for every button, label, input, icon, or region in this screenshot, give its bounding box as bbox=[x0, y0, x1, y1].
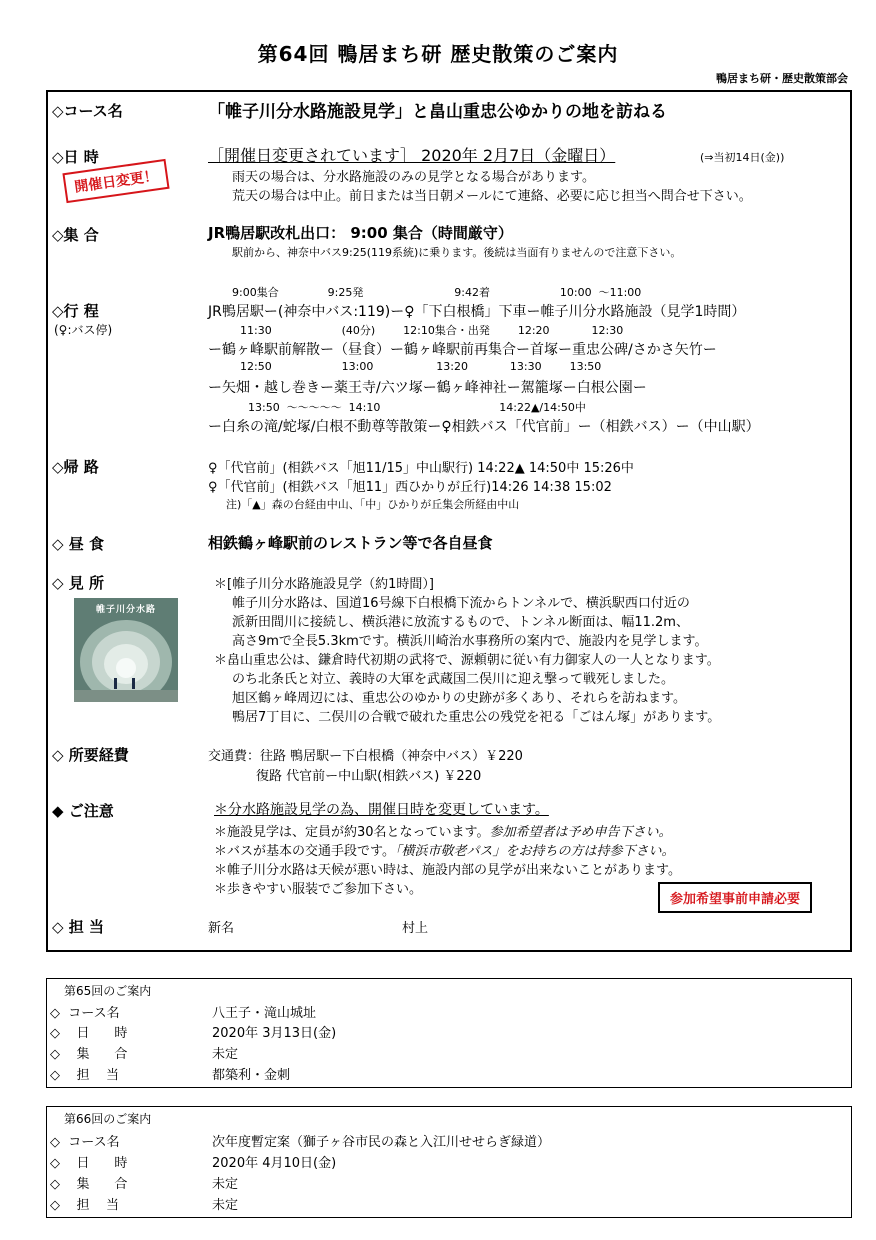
caution-line-3-text: ＊バスが基本の交通手段です。 bbox=[214, 844, 395, 859]
next-65-course-label: ◇ コース名 bbox=[50, 1006, 120, 1021]
course-title: 「帷子川分水路施設見学」と畠山重忠公ゆかりの地を訪ねる bbox=[208, 102, 667, 122]
next-65-meeting-label: ◇ 集 合 bbox=[50, 1047, 128, 1062]
next-66-heading: 第66回のご案内 bbox=[64, 1112, 152, 1126]
next-66-course-value: 次年度暫定案（獅子ヶ谷市民の森と入江川せせらぎ緑道） bbox=[212, 1135, 551, 1150]
sights-line-4: 高さ9mで全長5.3kmです。横浜川崎治水事務所の案内で、施設内を見学します。 bbox=[232, 634, 708, 649]
course-label: ◇コース名 bbox=[52, 102, 123, 120]
meeting-note: 駅前から、神奈中バス9:25(119系統)に乗ります。後続は当面有りませんので注意下さい。 bbox=[232, 246, 682, 259]
next-66-staff-label: ◇ 担 当 bbox=[50, 1198, 120, 1213]
itinerary-route-2: ー鶴ヶ峰駅前解散ー（昼食）ー鶴ヶ峰駅前再集合ー首塚ー重忠公碑/さかさ矢竹ー bbox=[208, 342, 717, 358]
sights-label: ◇ 見 所 bbox=[52, 574, 104, 592]
return-note: 注)「▲」森の台経由中山、「中」ひかりが丘集会所経由中山 bbox=[226, 498, 520, 511]
next-65-date-label: ◇ 日 時 bbox=[50, 1026, 128, 1041]
cost-return: 復路 代官前ー中山駅(相鉄バス) ￥220 bbox=[256, 769, 482, 784]
caution-line-2 bbox=[214, 821, 672, 840]
itinerary-label: ◇行 程 bbox=[52, 302, 99, 320]
sights-line-1: ＊[帷子川分水路施設見学（約1時間）] bbox=[214, 577, 434, 592]
diversion-channel-photo bbox=[74, 598, 178, 702]
sights-line-6: のち北条氏と対立、義時の大軍を武蔵国二俣川に迎え撃って戦死しました。 bbox=[232, 672, 675, 687]
sights-line-2: 帷子川分水路は、国道16号線下白根橋下流からトンネルで、横浜駅西口付近の bbox=[232, 596, 690, 611]
datetime-note-rain: 雨天の場合は、分水路施設のみの見学となる場合があります。 bbox=[232, 170, 595, 185]
itinerary-times-4: 13:50 ～～～～～ 14:10 14:22▲/14:50中 bbox=[248, 401, 586, 414]
caution-line-4: ＊帷子川分水路は天候が悪い時は、施設内部の見学が出来ないことがあります。 bbox=[214, 863, 681, 878]
photo-caption: 帷子川分水路 bbox=[95, 605, 156, 615]
next-65-staff-label: ◇ 担 当 bbox=[50, 1068, 120, 1083]
next-65-meeting-value: 未定 bbox=[212, 1047, 239, 1062]
itinerary-times-2: 11:30 (40分) 12:10集合・出発 12:20 12:30 bbox=[240, 324, 624, 337]
staff-label: ◇ 担 当 bbox=[52, 918, 104, 936]
sights-line-7: 旭区鶴ヶ峰周辺には、重忠公のゆかりの史跡が多くあり、それらを訪ねます。 bbox=[232, 691, 686, 706]
pre-registration-badge: 参加希望事前申請必要 bbox=[658, 882, 812, 913]
itinerary-times-3: 12:50 13:00 13:20 13:30 13:50 bbox=[240, 360, 602, 373]
sights-line-3: 派新田間川に接続し、横浜港に放流するもので、トンネル断面は、幅11.2m、 bbox=[232, 615, 689, 630]
itinerary-times-1: 9:00集合 9:25発 9:42着 10:00 ～11:00 bbox=[232, 286, 642, 299]
next-65-heading: 第65回のご案内 bbox=[64, 984, 152, 998]
sights-line-5: ＊畠山重忠公は、鎌倉時代初期の武将で、源頼朝に従い有力御家人の一人となります。 bbox=[214, 653, 720, 668]
itinerary-route-4: ー白糸の滝/蛇塚/白根不動尊等散策ー♀相鉄バス「代官前」ー（相鉄バス）ー（中山駅） bbox=[208, 419, 760, 435]
sights-line-8: 鴨居7丁目に、二俣川の合戦で破れた重忠公の残党を祀る「ごはん塚」があります。 bbox=[232, 710, 721, 725]
next-66-date-value: 2020年 4月10日(金) bbox=[212, 1156, 337, 1171]
next-65-box bbox=[46, 978, 852, 1088]
itinerary-sublabel: (♀:バス停) bbox=[54, 323, 113, 337]
caution-line-1: ＊分水路施設見学の為、開催日時を変更しています。 bbox=[214, 802, 549, 818]
datetime-value: ［開催日変更されています］ 2020年 2月7日（金曜日） bbox=[208, 146, 616, 165]
next-66-date-label: ◇ 日 時 bbox=[50, 1156, 128, 1171]
next-65-course-value: 八王子・滝山城址 bbox=[212, 1006, 317, 1021]
cost-outbound: 交通費：往路 鴨居駅ー下白根橋（神奈中バス）￥220 bbox=[208, 749, 523, 764]
itinerary-route-1: JR鴨居駅ー(神奈中バス:119)ー♀「下白根橋」下車ー帷子川分水路施設（見学1時間） bbox=[208, 304, 746, 320]
meeting-value: JR鴨居駅改札出口： 9:00 集合（時間厳守） bbox=[208, 224, 513, 242]
next-66-course-label: ◇ コース名 bbox=[50, 1135, 120, 1150]
next-66-staff-value: 未定 bbox=[212, 1198, 239, 1213]
cost-label: ◇ 所要経費 bbox=[52, 746, 129, 764]
caution-label: ◆ ご注意 bbox=[52, 802, 114, 820]
itinerary-route-3: ー矢畑・越し巻きー薬王寺/六ツ塚ー鶴ヶ峰神社ー駕籠塚ー白根公園ー bbox=[208, 380, 647, 396]
staff-name-1: 新名 bbox=[208, 921, 235, 936]
caution-line-2-italic: 参加希望者は予め申告下さい。 bbox=[489, 825, 672, 840]
caution-line-2-text: ＊施設見学は、定員が約30名となっています。 bbox=[214, 825, 490, 840]
date-changed-stamp: 開催日変更！ bbox=[62, 159, 169, 203]
next-65-date-value: 2020年 3月13日(金) bbox=[212, 1026, 337, 1041]
datetime-original: (⇒当初14日(金)) bbox=[700, 151, 785, 164]
next-66-box bbox=[46, 1106, 852, 1218]
return-route-1: ♀「代官前」(相鉄バス「旭11/15」中山駅行) 14:22▲ 14:50中 15:26中 bbox=[208, 461, 634, 476]
staff-name-2: 村上 bbox=[402, 921, 429, 936]
return-route-2: ♀「代官前」(相鉄バス「旭11」西ひかりが丘行)14:26 14:38 15:02 bbox=[208, 480, 612, 495]
meeting-label: ◇集 合 bbox=[52, 226, 99, 244]
next-65-staff-value: 都築利・金刺 bbox=[212, 1068, 291, 1083]
next-66-meeting-value: 未定 bbox=[212, 1177, 239, 1192]
lunch-value: 相鉄鶴ヶ峰駅前のレストラン等で各自昼食 bbox=[208, 534, 493, 552]
organizer: 鴨居まち研・歴史散策部会 bbox=[716, 72, 848, 85]
next-66-meeting-label: ◇ 集 合 bbox=[50, 1177, 128, 1192]
page-title: 第64回 鴨居まち研 歴史散策のご案内 bbox=[257, 42, 619, 66]
caution-line-3 bbox=[214, 840, 674, 859]
caution-line-5: ＊歩きやすい服装でご参加下さい。 bbox=[214, 882, 423, 897]
caution-line-3-italic: 「横浜市敬老パス」をお持ちの方は持参下さい。 bbox=[394, 844, 675, 859]
datetime-note-storm: 荒天の場合は中止。前日または当日朝メールにて連絡、必要に応じ担当へ問合せ下さい。 bbox=[232, 189, 752, 204]
return-label: ◇帰 路 bbox=[52, 458, 99, 476]
datetime-label: ◇日 時 bbox=[52, 148, 99, 166]
lunch-label: ◇ 昼 食 bbox=[52, 535, 104, 553]
